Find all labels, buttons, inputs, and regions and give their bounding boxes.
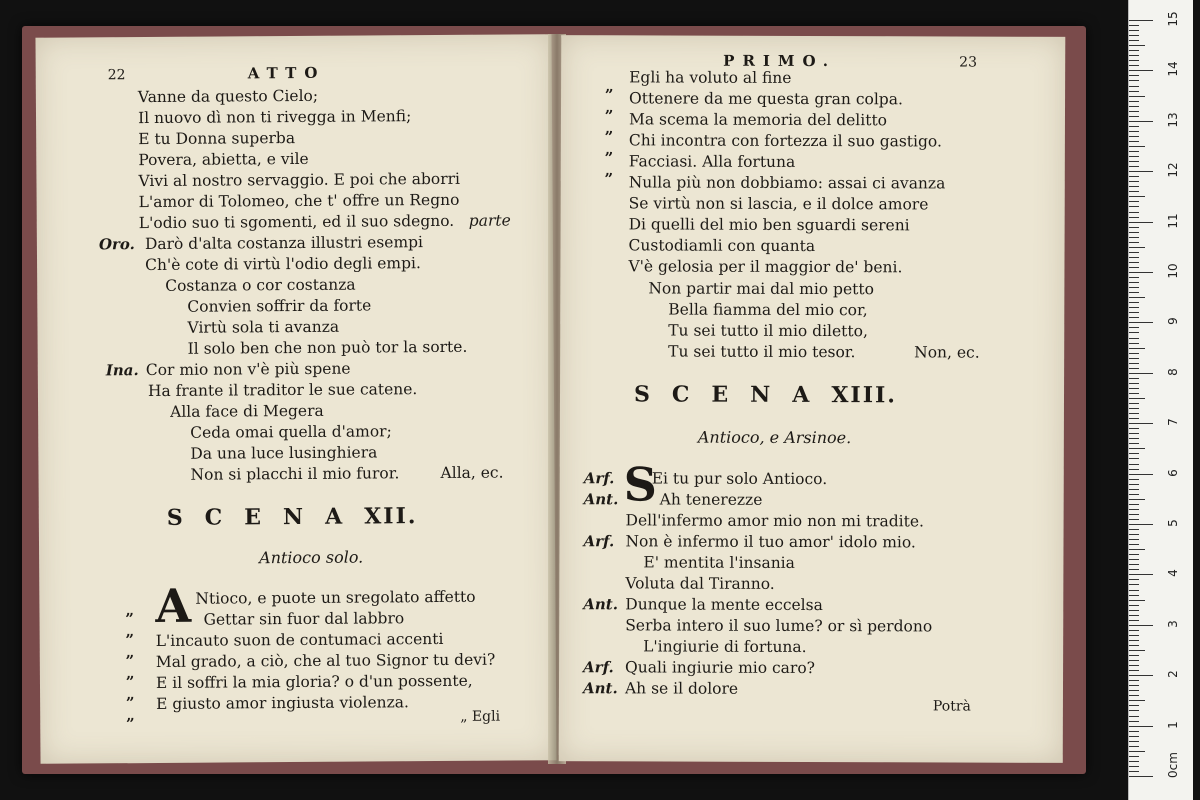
ruler-tick (1129, 45, 1145, 46)
ruler-tick (1129, 242, 1139, 243)
ruler-tick (1129, 464, 1139, 465)
stage-direction: parte (468, 211, 511, 230)
text-line: Vivi al nostro servaggio. E poi che aborri (138, 169, 461, 191)
text-line: Il solo ben che non può tor la sorte. (187, 337, 468, 358)
text-line: Vanne da questo Cielo; (137, 86, 319, 107)
quote-mark: „ (604, 98, 614, 117)
ruler-tick (1129, 690, 1139, 691)
ruler-tick (1129, 267, 1139, 268)
ruler-tick (1129, 302, 1139, 303)
left-folio: 22 (107, 67, 126, 84)
ruler-number: 12 (1166, 162, 1180, 178)
ruler-tick (1129, 287, 1139, 288)
ruler-tick (1129, 20, 1153, 21)
ruler-tick (1129, 60, 1139, 61)
text-line: Ha frante il traditor le sue catene. (147, 380, 418, 401)
text-line: Ma scema la memoria del delitto (628, 110, 888, 130)
text-line: Ch'è cote di virtù l'odio degli empi. (144, 254, 421, 275)
ruler-tick (1129, 453, 1139, 454)
dialogue-line: Ah tenerezze (659, 490, 763, 509)
ruler-tick (1129, 484, 1139, 485)
ruler-tick (1129, 438, 1139, 439)
ruler-tick (1129, 590, 1139, 591)
ruler-tick (1129, 272, 1153, 273)
ruler-tick (1129, 544, 1139, 545)
ruler-tick (1129, 116, 1139, 117)
ruler-tick (1129, 292, 1139, 293)
text-line: E tu Donna superba (138, 129, 296, 149)
text-line: L'incauto suon de contumaci accenti (155, 629, 444, 650)
ruler-tick (1129, 650, 1145, 651)
catchword: Potrà (932, 698, 971, 715)
ruler-tick (1129, 227, 1139, 228)
ruler-tick (1129, 25, 1139, 26)
aria-cue: Alla, ec. (440, 463, 504, 482)
left-running-head: ATTO (247, 63, 326, 83)
ruler-tick (1129, 277, 1139, 278)
ruler-tick (1129, 554, 1139, 555)
ruler-tick (1129, 741, 1139, 742)
ruler-tick (1129, 393, 1139, 394)
ruler-number: 14 (1166, 61, 1180, 78)
ruler-tick (1129, 91, 1139, 92)
scene-title: SCENA (633, 381, 832, 409)
text-line: Virtù sola ti avanza (187, 317, 340, 337)
text-line: Darò d'alta costanza illustri esempi (144, 233, 424, 254)
ruler-tick (1129, 524, 1153, 525)
ruler-tick (1129, 252, 1139, 253)
ruler-tick (1129, 509, 1139, 510)
ruler-tick (1129, 358, 1139, 359)
ruler-tick (1129, 635, 1139, 636)
ruler-tick (1129, 247, 1145, 248)
ruler-tick (1129, 348, 1145, 349)
ruler-number: 13 (1166, 112, 1180, 128)
quote-mark: „ (125, 664, 135, 683)
ruler-tick (1129, 680, 1139, 681)
ruler-tick (1129, 610, 1139, 611)
ruler-tick (1129, 458, 1139, 459)
ruler-tick (1129, 141, 1139, 142)
ruler-tick (1129, 257, 1139, 258)
ruler-tick (1129, 388, 1139, 389)
ruler-tick (1129, 86, 1139, 87)
speaker-label: Ina. (105, 361, 139, 380)
ruler-tick (1129, 534, 1139, 535)
ruler-tick (1129, 322, 1153, 323)
scene-persons: Antioco solo. (259, 547, 364, 568)
ruler-tick (1129, 156, 1139, 157)
ruler-tick (1129, 136, 1139, 137)
aria-line: Bella fiamma del mio cor, (668, 300, 868, 320)
dialogue-line: Non è infermo il tuo amor' idolo mio. (625, 532, 916, 552)
text-line: Povera, abietta, e vile (138, 149, 309, 170)
ruler-tick (1129, 660, 1139, 661)
ruler-tick (1129, 413, 1139, 414)
ruler-tick (1129, 564, 1139, 565)
ruler-tick (1129, 176, 1139, 177)
ruler-tick (1129, 35, 1139, 36)
ruler-tick (1129, 716, 1139, 717)
text-line: Convien soffrir da forte (187, 296, 372, 316)
ruler-tick (1129, 605, 1139, 606)
ruler-tick (1129, 519, 1139, 520)
ruler-tick (1129, 383, 1139, 384)
ruler-tick (1129, 756, 1139, 757)
ruler-tick (1129, 700, 1145, 701)
text-line: E giusto amor ingiusta violenza. (156, 693, 409, 713)
ruler-number: 4 (1166, 569, 1180, 578)
ruler-unit-label: 0cm (1166, 752, 1180, 778)
ruler-tick (1129, 675, 1153, 676)
dialogue-line: Voluta dal Tiranno. (625, 574, 775, 593)
ruler-tick (1129, 363, 1139, 364)
text-line: Non si placchi il mio furor. (190, 464, 400, 484)
ruler-tick (1129, 620, 1139, 621)
dialogue-line: Dunque la mente eccelsa (625, 595, 823, 615)
right-page (559, 35, 1066, 763)
ruler-tick (1129, 428, 1139, 429)
text-line: Nulla più non dobbiamo: assai ci avanza (628, 173, 946, 193)
ruler-tick (1129, 408, 1139, 409)
ruler-tick (1129, 771, 1139, 772)
ruler-number: 5 (1166, 519, 1180, 527)
ruler-tick (1129, 332, 1139, 333)
scene-heading-xiii (634, 381, 897, 408)
ruler-tick (1129, 479, 1139, 480)
speaker-label: Ant. (583, 595, 619, 614)
ruler-tick (1129, 101, 1139, 102)
text-line: Cor mio non v'è più spene (145, 359, 351, 380)
scene-heading-xii (167, 503, 418, 531)
dialogue-line: Serba intero il suo lume? or sì perdono (625, 616, 933, 636)
ruler-tick (1129, 710, 1139, 711)
ruler-tick (1129, 171, 1153, 172)
ruler-tick (1129, 353, 1139, 354)
ruler-tick (1129, 448, 1145, 449)
ruler-tick (1129, 645, 1139, 646)
ruler-tick (1129, 640, 1139, 641)
ruler-tick (1129, 766, 1139, 767)
ruler-tick (1129, 731, 1139, 732)
scene-title: SCENA (166, 503, 365, 531)
ruler-number: 8 (1166, 367, 1180, 376)
ruler-tick (1129, 625, 1153, 626)
speaker-label: Oro. (98, 235, 135, 254)
ruler-tick (1129, 201, 1139, 202)
ruler-tick (1129, 126, 1139, 127)
ruler-tick (1129, 206, 1139, 207)
aria-line: Non partir mai dal mio petto (648, 279, 874, 299)
ruler-tick (1129, 776, 1153, 777)
speaker-label: Ant. (582, 679, 618, 698)
ruler-tick (1129, 307, 1139, 308)
ruler-tick (1129, 166, 1139, 167)
ruler-tick (1129, 80, 1139, 81)
ruler-tick (1129, 40, 1139, 41)
text-line: Mal grado, a ciò, che al tuo Signor tu devi? (155, 650, 496, 671)
dialogue-line: Quali ingiurie mio caro? (625, 658, 816, 678)
ruler-tick (1129, 721, 1139, 722)
ruler-tick (1129, 705, 1139, 706)
quote-mark: „ (604, 161, 614, 180)
ruler-tick (1129, 655, 1139, 656)
ruler-number: 11 (1166, 212, 1180, 229)
text-line: Da una luce lusinghiera (190, 443, 378, 463)
text-line: Costanza o cor costanza (165, 275, 356, 295)
ruler-tick (1129, 751, 1145, 752)
ruler-tick (1129, 121, 1153, 122)
ruler-tick (1129, 106, 1139, 107)
ruler-tick (1129, 181, 1139, 182)
ruler-tick (1129, 418, 1139, 419)
drop-cap: S (623, 457, 658, 512)
ruler-tick (1129, 423, 1153, 424)
ruler-tick (1129, 504, 1139, 505)
quote-mark: „ (605, 77, 614, 96)
dialogue-line: L'ingiurie di fortuna. (643, 637, 807, 656)
dialogue-line: Dell'infermo amor mio non mi tradite. (625, 511, 925, 531)
aria-line: Tu sei tutto il mio diletto, (668, 321, 868, 341)
ruler-tick (1129, 600, 1145, 601)
ruler-number: 15 (1166, 11, 1180, 27)
ruler-tick (1129, 338, 1139, 339)
ruler-tick (1129, 499, 1145, 500)
quote-mark: „ (125, 601, 135, 620)
ruler-tick (1129, 312, 1139, 313)
dialogue-line: Ei tu pur solo Antioco. (651, 469, 828, 489)
catchword: „ Egli (460, 708, 501, 725)
ruler-tick (1129, 761, 1139, 762)
ruler-tick (1129, 65, 1139, 66)
ruler-tick (1129, 368, 1139, 369)
ruler-tick (1129, 146, 1145, 147)
right-folio: 23 (959, 54, 978, 71)
speaker-label: Arf. (583, 532, 615, 551)
text-line: Facciasi. Alla fortuna (628, 152, 796, 171)
ruler-tick (1129, 378, 1139, 379)
dialogue-line: E' mentita l'insania (643, 553, 795, 572)
scene-number: XII. (364, 503, 418, 530)
ruler-tick (1129, 50, 1139, 51)
ruler-tick (1129, 665, 1139, 666)
text-line: Il nuovo dì non ti rivegga in Menfi; (137, 107, 412, 128)
quote-mark: „ (604, 140, 614, 159)
ruler-tick (1129, 217, 1139, 218)
text-line: Ceda omai quella d'amor; (190, 422, 392, 442)
ruler-tick (1129, 111, 1139, 112)
left-page (35, 34, 556, 764)
ruler-tick (1129, 559, 1139, 560)
ruler-tick (1129, 151, 1139, 152)
ruler-tick (1129, 327, 1139, 328)
ruler-tick (1129, 584, 1139, 585)
ruler-tick (1129, 514, 1139, 515)
ruler-number: 10 (1166, 263, 1180, 279)
drop-cap: A (155, 578, 192, 633)
ruler-tick (1129, 403, 1139, 404)
ruler-tick (1129, 317, 1139, 318)
ruler-tick (1129, 186, 1139, 187)
ruler-tick (1129, 262, 1139, 263)
ruler-tick (1129, 131, 1139, 132)
ruler-tick (1129, 695, 1139, 696)
quote-mark: „ (125, 685, 135, 704)
text-line: L'odio suo ti sgomenti, ed il suo sdegno. (138, 211, 455, 233)
ruler-tick (1129, 474, 1153, 475)
ruler-tick (1129, 30, 1139, 31)
ruler-tick (1129, 469, 1139, 470)
ruler-tick (1129, 297, 1145, 298)
ruler-tick (1129, 595, 1139, 596)
ruler-tick (1129, 161, 1139, 162)
text-line: Alla face di Megera (170, 401, 324, 421)
ruler-tick (1129, 75, 1139, 76)
ruler-tick (1129, 630, 1139, 631)
ruler-tick (1129, 212, 1139, 213)
ruler-number: 3 (1166, 619, 1180, 628)
scene-number: XIII. (831, 382, 898, 409)
ruler-tick (1129, 196, 1145, 197)
ruler-tick (1129, 529, 1139, 530)
ruler-tick (1129, 685, 1139, 686)
speaker-label: Arf. (583, 658, 614, 677)
ruler-tick (1129, 579, 1139, 580)
ruler-number: 6 (1166, 468, 1180, 477)
text-line: Ntioco, e puote un sregolato affetto (195, 587, 476, 608)
ruler-tick (1129, 494, 1139, 495)
right-running-head: PRIMO. (723, 51, 836, 71)
ruler-tick (1129, 70, 1153, 71)
dialogue-line: Ah se il dolore (624, 679, 739, 698)
scene-persons: Antioco, e Arsinoe. (697, 427, 852, 448)
ruler-tick (1129, 222, 1153, 223)
quote-mark: „ (125, 622, 135, 641)
quote-mark: „ (604, 119, 614, 138)
ruler-tick (1129, 569, 1139, 570)
ruler-tick (1129, 282, 1139, 283)
speaker-label: Ant. (583, 490, 619, 509)
ruler-tick (1129, 373, 1153, 374)
text-line: V'è gelosia per il maggior de' beni. (628, 257, 903, 277)
ruler-tick (1129, 96, 1145, 97)
text-line: Ottenere da me questa gran colpa. (629, 89, 903, 109)
ruler-number: 7 (1166, 418, 1180, 427)
ruler-tick (1129, 670, 1139, 671)
ruler-tick (1129, 746, 1139, 747)
ruler-tick (1129, 574, 1153, 575)
text-line: L'amor di Tolomeo, che t' offre un Regno (138, 190, 460, 212)
text-line: Se virtù non si lascia, e il dolce amore (628, 194, 929, 214)
aria-cue: Non, ec. (914, 343, 980, 362)
ruler-tick (1129, 237, 1139, 238)
ruler-number: 9 (1166, 317, 1180, 326)
quote-mark: „ (125, 643, 135, 662)
speaker-label: Arf. (583, 469, 615, 488)
text-line: Gettar sin fuor dal labbro (203, 609, 405, 629)
ruler-tick (1129, 726, 1153, 727)
ruler-tick (1129, 55, 1139, 56)
ruler-tick (1129, 398, 1145, 399)
ruler-tick (1129, 489, 1139, 490)
text-line: E il soffri la mia gloria? o d'un possente, (155, 671, 473, 692)
ruler-tick (1129, 343, 1139, 344)
ruler-tick (1129, 433, 1139, 434)
ruler-tick (1129, 736, 1139, 737)
ruler-tick (1129, 443, 1139, 444)
aria-line: Tu sei tutto il mio tesor. (668, 342, 856, 362)
ruler-tick (1129, 539, 1139, 540)
text-line: Di quelli del mio ben sguardi sereni (628, 215, 910, 235)
measurement-ruler (1128, 0, 1193, 800)
ruler-number: 2 (1166, 670, 1180, 679)
ruler-tick (1129, 615, 1139, 616)
ruler-tick (1129, 191, 1139, 192)
text-line: Custodiamli con quanta (628, 236, 816, 256)
text-line: Chi incontra con fortezza il suo gastigo. (628, 131, 942, 151)
ruler-tick (1129, 549, 1145, 550)
quote-mark: „ (126, 706, 135, 725)
ruler-number: 1 (1166, 720, 1180, 729)
text-line: Egli ha voluto al fine (629, 68, 792, 87)
ruler-tick (1129, 232, 1139, 233)
